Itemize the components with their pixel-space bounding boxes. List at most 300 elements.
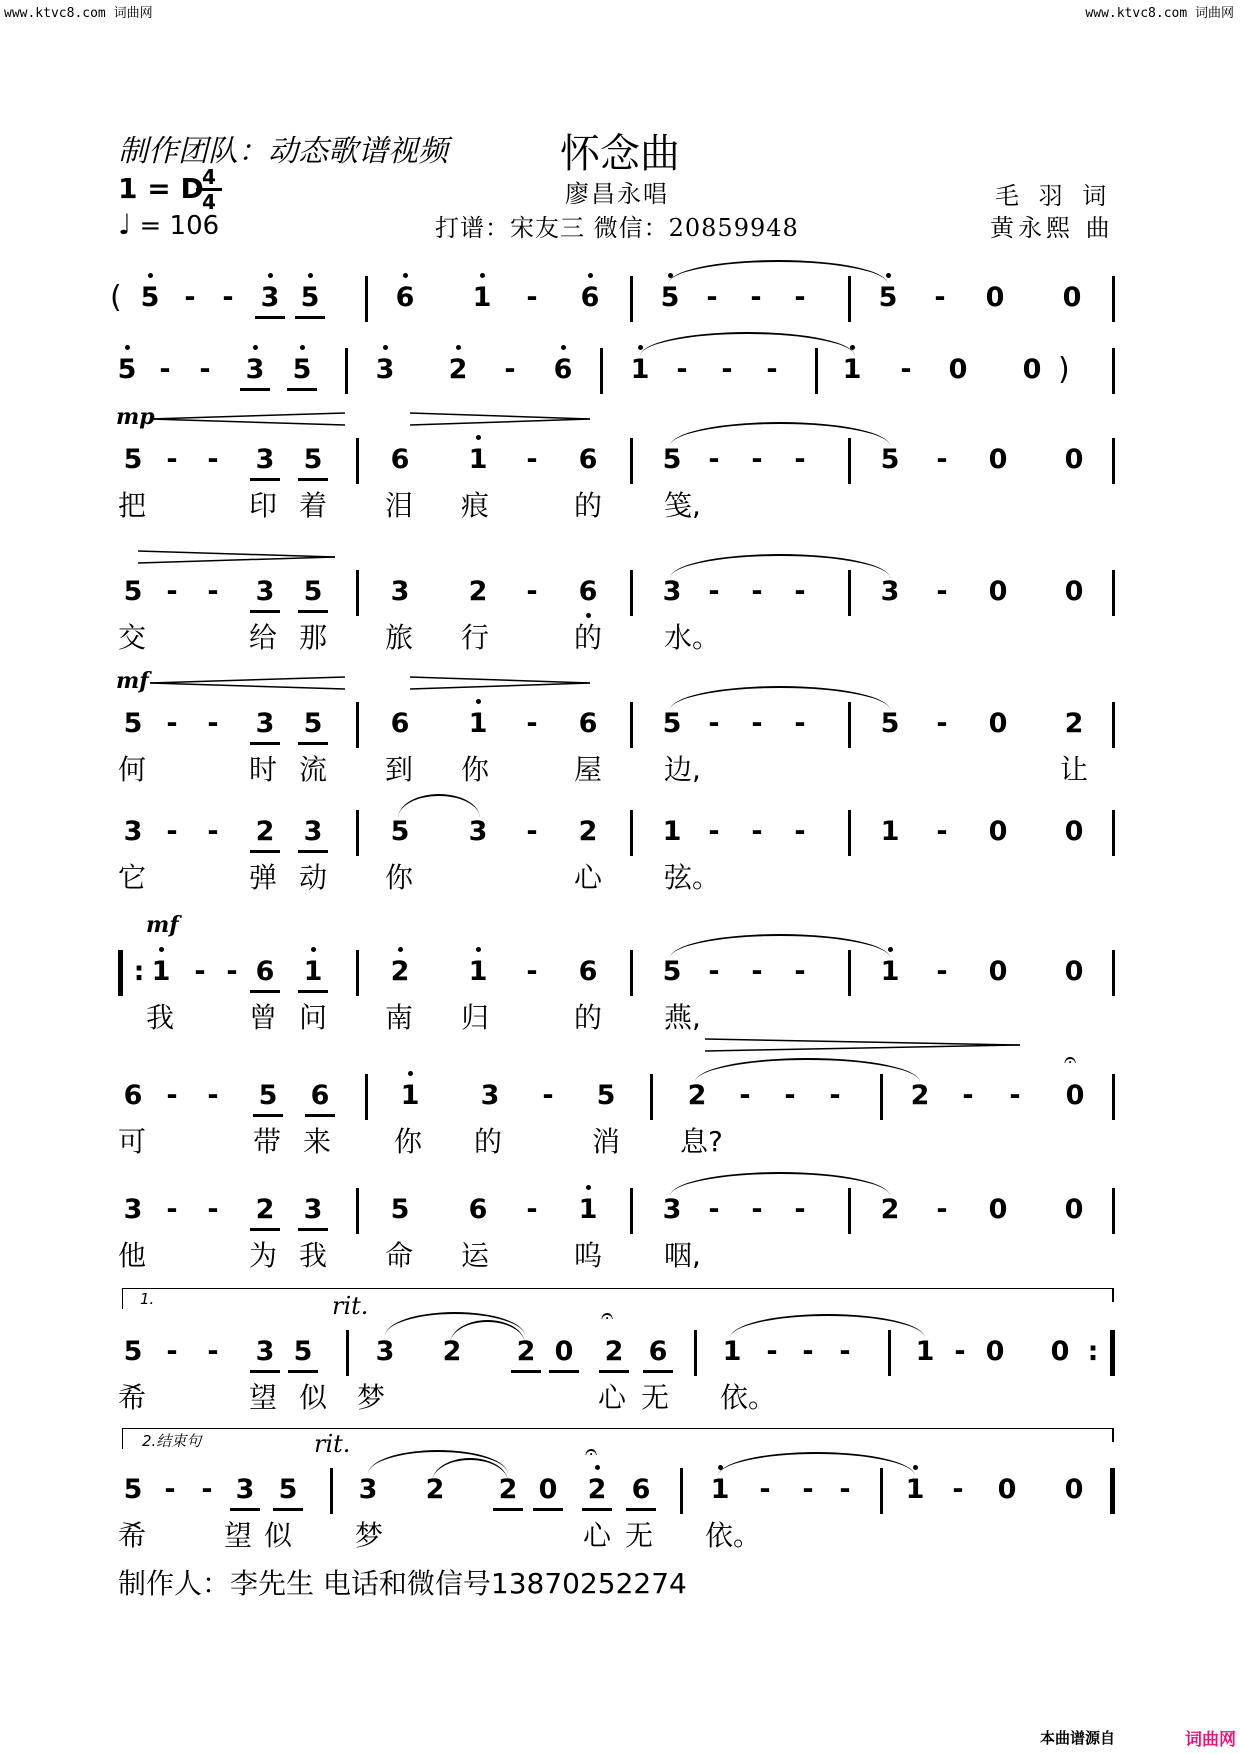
note-dash: - [184,282,196,313]
lyric-syllable: 的 [474,1125,503,1158]
singer-credit: 廖昌永唱 [565,180,669,208]
jianpu-note: 6 [578,444,598,475]
time-signature [196,165,222,214]
jianpu-note: 1 [146,956,176,988]
lyric-syllable: 为 [249,1239,278,1272]
jianpu-note: 0 [985,1336,1005,1367]
note-dash: - [207,1194,219,1225]
lyric-syllable: 时 [249,753,278,786]
note-dash: - [526,816,538,847]
jianpu-note: 1 [395,1080,425,1112]
jianpu-note: 6 [575,282,605,314]
lyric-syllable: 希 [118,1381,147,1414]
bar-line [630,438,633,484]
bar-line [330,1468,333,1514]
octave-dot-high [476,699,481,704]
octave-dot-high [311,947,316,952]
octave-dot-high [456,345,461,350]
note-dash: - [751,444,763,475]
bar-line [630,702,633,748]
jianpu-note: 3 [298,1194,328,1231]
lyric-syllable: 旅 [385,621,414,654]
jianpu-note: 6 [626,1474,656,1511]
jianpu-note: 6 [390,444,410,475]
note-dash: - [166,576,178,607]
repeat-end-bar [1110,1330,1115,1376]
dynamic-mark: mp [116,404,155,430]
jianpu-note: 3 [375,1336,395,1367]
note-dash: - [750,282,762,313]
jianpu-note: 1 [900,1474,930,1506]
jianpu-note: 0 [948,354,968,385]
bar-line [1112,348,1115,394]
decrescendo-hairpin [410,412,590,426]
jianpu-note: 6 [578,956,598,987]
note-dash: - [166,1336,178,1367]
production-team: 制作团队：动态歌谱视频 [118,134,448,169]
jianpu-note: 0 [1064,576,1084,607]
octave-dot-high [125,345,130,350]
jianpu-note: 5 [123,444,143,475]
bar-line [356,702,359,748]
jianpu-note: 2 [442,1336,462,1367]
jianpu-note: 3 [123,816,143,847]
jianpu-note: 6 [250,956,280,993]
producer-credit: 制作人：李先生 电话和微信号13870252274 [118,1567,687,1600]
site-watermark-left: www.ktvc8.com 词曲网 [4,6,153,21]
note-dash: - [900,354,912,385]
octave-dot-high [561,345,566,350]
jianpu-note: 6 [123,1080,143,1111]
note-dash: - [794,444,806,475]
jianpu-note: 0 [1062,282,1082,313]
volta-bracket-2 [122,1428,1113,1449]
jianpu-note: 0 [985,282,1005,313]
lyric-syllable: 燕, [664,1001,701,1034]
note-dash: - [751,708,763,739]
lyric-syllable: 何 [118,753,147,786]
note-dash: - [708,576,720,607]
jianpu-note: 1 [463,444,493,476]
lyric-syllable: 那 [299,621,328,654]
bar-line [356,950,359,996]
octave-dot-high [480,273,485,278]
jianpu-note: 3 [240,354,270,391]
jianpu-note: 3 [390,576,410,607]
octave-dot-high [398,947,403,952]
jianpu-note: 2 [582,1474,612,1511]
octave-dot-high [886,273,891,278]
tie-slur [398,794,480,818]
note-dash: - [751,816,763,847]
note-dash: - [794,576,806,607]
lyric-syllable: 无 [625,1519,654,1552]
lyric-syllable: 边, [664,753,701,786]
octave-dot-high [476,435,481,440]
octave-dot-high [300,345,305,350]
tie-slur [670,554,890,578]
bar-line [1112,1074,1115,1120]
note-dash: - [802,1474,814,1505]
note-dash: - [794,282,806,313]
jianpu-note: 2 [578,816,598,847]
note-dash: - [708,444,720,475]
lyric-syllable: 的 [574,1001,603,1034]
note-dash: - [526,1194,538,1225]
octave-dot-high [476,947,481,952]
jianpu-note: 5 [298,576,328,613]
lyric-syllable: 咽, [664,1239,701,1272]
jianpu-note: 5 [288,1336,318,1373]
lyric-syllable: 来 [303,1125,332,1158]
jianpu-note: 1 [463,956,493,988]
note-dash: - [708,816,720,847]
lyric-syllable: 希 [118,1519,147,1552]
jianpu-note: 5 [123,576,143,607]
lyric-syllable: 呜 [574,1239,603,1272]
jianpu-note: 0 [1050,1336,1070,1367]
octave-dot-high [383,345,388,350]
bar-line [630,1188,633,1234]
note-dash: - [166,444,178,475]
tie-slur [640,332,855,356]
lyric-syllable: 把 [118,489,147,522]
jianpu-note: 1 [662,816,682,847]
note-dash: - [952,1474,964,1505]
lyric-syllable: 你 [385,861,414,894]
note-dash: - [222,282,234,313]
footer-source: 本曲谱源自 [1039,1729,1115,1747]
bar-line [365,276,368,322]
bar-line [650,1074,653,1120]
note-dash: - [207,816,219,847]
fermata-icon: 𝄐 [601,1304,614,1329]
note-dash: - [166,1080,178,1111]
jianpu-note: 2 [910,1080,930,1111]
jianpu-note: 2 [443,354,473,386]
decrescendo-hairpin [705,1038,1020,1052]
note-dash: - [794,1194,806,1225]
lyric-syllable: 弹 [249,861,278,894]
jianpu-note: 5 [298,444,328,481]
note-dash: - [504,354,516,385]
jianpu-note: 6 [390,708,410,739]
song-title: 怀念曲 [560,131,680,177]
note-dash: - [1009,1080,1021,1111]
jianpu-note: 5 [135,282,165,314]
bar-line [630,810,633,856]
jianpu-note: 2 [880,1194,900,1225]
octave-dot-high [148,273,153,278]
jianpu-note: 2 [250,1194,280,1231]
jianpu-note: 1 [298,956,328,993]
lyric-syllable: 消 [592,1125,621,1158]
lyric-syllable: 带 [253,1125,282,1158]
final-bar [1110,1468,1115,1514]
jianpu-note: 2 [511,1336,541,1373]
note-dash: - [751,1194,763,1225]
jianpu-note: 3 [370,354,400,386]
lyricist-credit: 毛 羽 词 [995,182,1113,210]
jianpu-note: 5 [662,956,682,987]
jianpu-note: 3 [250,708,280,745]
bar-line [356,438,359,484]
lyric-syllable: 心 [583,1519,612,1552]
bar-line [848,810,851,856]
jianpu-note: 5 [295,282,325,319]
jianpu-note: 5 [273,1474,303,1511]
lyric-syllable: 无 [641,1381,670,1414]
jianpu-note: 0 [1065,1080,1085,1111]
lyric-syllable: 可 [118,1125,147,1158]
jianpu-note: 5 [390,1194,410,1225]
jianpu-note: 2 [599,1336,629,1373]
jianpu-note: 0 [997,1474,1017,1505]
octave-dot-high [159,947,164,952]
jianpu-note: 5 [662,708,682,739]
jianpu-note: 1 [915,1336,935,1367]
tie-slur [670,686,890,710]
jianpu-note: 0 [533,1474,563,1511]
octave-dot-high [308,273,313,278]
jianpu-note: 0 [988,576,1008,607]
note-dash: - [226,956,238,987]
tie-slur [718,1452,915,1476]
note-dash: - [759,1474,771,1505]
jianpu-note: 5 [123,708,143,739]
note-dash: - [766,1336,778,1367]
note-dash: - [207,708,219,739]
composer-credit: 黄永熙 曲 [990,214,1114,242]
jianpu-note: 0 [988,956,1008,987]
dynamic-mark: mf [146,912,179,938]
note-dash: - [936,444,948,475]
paren-open: ( [110,280,122,315]
bar-line [1112,702,1115,748]
note-dash: - [839,1474,851,1505]
volta-label-1: 1. [140,1290,155,1308]
jianpu-note: 6 [643,1336,673,1373]
lyric-syllable: 似 [299,1381,328,1414]
jianpu-note: 0 [549,1336,579,1373]
jianpu-note: 3 [123,1194,143,1225]
lyric-syllable: 行 [461,621,490,654]
jianpu-note: 3 [480,1080,500,1111]
lyric-syllable: 你 [394,1125,423,1158]
lyric-syllable: 心 [574,861,603,894]
lyric-syllable: 屋 [574,753,603,786]
note-dash: - [962,1080,974,1111]
note-dash: - [676,354,688,385]
jianpu-note: 5 [880,708,900,739]
note-dash: - [708,1194,720,1225]
note-dash: - [542,1080,554,1111]
bar-line [630,950,633,996]
jianpu-note: 2 [687,1080,707,1111]
note-dash: - [954,1336,966,1367]
lyric-syllable: 你 [461,753,490,786]
jianpu-note: 0 [1064,1194,1084,1225]
note-dash: - [802,1336,814,1367]
jianpu-note: 1 [705,1474,735,1506]
lyric-syllable: 我 [146,1001,175,1034]
quarter-note-icon: ♩ [118,208,132,241]
jianpu-note: 3 [255,282,285,319]
note-dash: - [207,576,219,607]
lyric-syllable: 归 [461,1001,490,1034]
note-dash: - [766,354,778,385]
note-dash: - [721,354,733,385]
jianpu-note: 0 [1064,444,1084,475]
note-dash: - [159,354,171,385]
jianpu-note: 2 [468,576,488,607]
lyric-syllable: 梦 [357,1381,386,1414]
lyric-syllable: 南 [385,1001,414,1034]
lyric-syllable: 泪 [385,489,414,522]
lyric-syllable: 给 [249,621,278,654]
octave-dot-low [586,613,591,618]
note-dash: - [526,956,538,987]
jianpu-note: 5 [596,1080,616,1111]
bar-line [356,1188,359,1234]
jianpu-note: 1 [875,956,905,988]
lyric-syllable: 运 [461,1239,490,1272]
tempo-mark [118,208,219,241]
jianpu-note: 0 [988,444,1008,475]
jianpu-note: 2 [250,816,280,853]
note-dash: - [936,1194,948,1225]
note-dash: - [751,576,763,607]
note-dash: - [207,1336,219,1367]
lyric-syllable: 着 [299,489,328,522]
time-top: 4 [202,165,216,189]
note-dash: - [829,1080,841,1111]
dynamic-mark: mf [116,668,149,694]
tie-slur [730,1314,925,1338]
note-dash: - [526,282,538,313]
jianpu-note: 3 [230,1474,260,1511]
note-dash: - [839,1336,851,1367]
note-dash: - [794,708,806,739]
octave-dot-high [253,345,258,350]
repeat-dots: : [133,956,145,987]
jianpu-note: 1 [837,354,867,386]
jianpu-note: 1 [625,354,655,386]
bar-line [1112,570,1115,616]
fermata-icon: 𝄐 [1064,1048,1077,1073]
jianpu-note: 1 [573,1194,603,1226]
paren-close: ) [1058,352,1070,387]
key-signature: 1 = D [118,172,204,205]
lyric-syllable: 水。 [664,621,721,654]
lyric-syllable: 交 [118,621,147,654]
note-dash: - [794,956,806,987]
jianpu-note: 5 [390,816,410,847]
tie-slur [668,260,888,284]
jianpu-note: 0 [1064,816,1084,847]
lyric-syllable: 印 [249,489,278,522]
note-dash: - [194,956,206,987]
note-dash: - [164,1474,176,1505]
bar-line [1112,438,1115,484]
lyric-syllable: 笺, [664,489,701,522]
jianpu-note: 5 [655,282,685,314]
jianpu-note: 3 [468,816,488,847]
note-dash: - [706,282,718,313]
octave-dot-high [403,273,408,278]
bar-line [680,1468,683,1514]
note-dash: - [708,956,720,987]
jianpu-note: 5 [662,444,682,475]
jianpu-note: 0 [988,708,1008,739]
ritardando-mark: rit. [314,1430,351,1458]
octave-dot-high [913,1465,918,1470]
jianpu-note: 2 [425,1474,445,1505]
jianpu-note: 3 [880,576,900,607]
note-dash: - [526,708,538,739]
lyric-syllable: 他 [118,1239,147,1272]
note-dash: - [166,1194,178,1225]
repeat-dots: : [1087,1336,1099,1367]
note-dash: - [934,282,946,313]
note-dash: - [207,444,219,475]
jianpu-note: 3 [298,816,328,853]
note-dash: - [936,708,948,739]
note-dash: - [526,576,538,607]
bar-line [630,570,633,616]
jianpu-note: 3 [250,1336,280,1373]
jianpu-note: 1 [467,282,497,314]
octave-dot-high [595,1465,600,1470]
lyric-syllable: 它 [118,861,147,894]
decrescendo-hairpin [410,676,590,690]
note-dash: - [751,956,763,987]
lyric-syllable: 问 [299,1001,328,1034]
jianpu-note: 5 [298,708,328,745]
note-dash: - [708,708,720,739]
jianpu-note: 0 [1064,956,1084,987]
ritardando-mark: rit. [332,1292,369,1320]
volta-label-2: 2.结束句 [142,1432,202,1450]
lyric-syllable: 心 [598,1381,627,1414]
octave-dot-high [888,947,893,952]
tie-slur [670,1172,890,1196]
note-dash: - [936,816,948,847]
volta-end-tick [1112,1288,1114,1302]
lyric-syllable: 弦。 [664,861,721,894]
bar-line [346,1330,349,1376]
note-dash: - [166,708,178,739]
bar-line [356,810,359,856]
jianpu-note: 0 [1064,1474,1084,1505]
lyric-syllable: 望 [224,1519,253,1552]
jianpu-note: 2 [385,956,415,988]
bar-line [345,348,348,394]
lyric-syllable: 的 [574,621,603,654]
bar-line [1112,276,1115,322]
bar-line [1112,1188,1115,1234]
volta-bracket-1 [122,1288,1113,1309]
jianpu-note: 0 [988,1194,1008,1225]
jianpu-note: 5 [287,354,317,391]
jianpu-note: 6 [468,1194,488,1225]
footer-logo: 词曲网 [1185,1730,1236,1750]
note-dash: - [207,1080,219,1111]
site-watermark-right: www.ktvc8.com 词曲网 [1085,6,1234,21]
jianpu-note: 6 [548,354,578,386]
octave-dot-high [408,1071,413,1076]
bar-line [365,1074,368,1120]
